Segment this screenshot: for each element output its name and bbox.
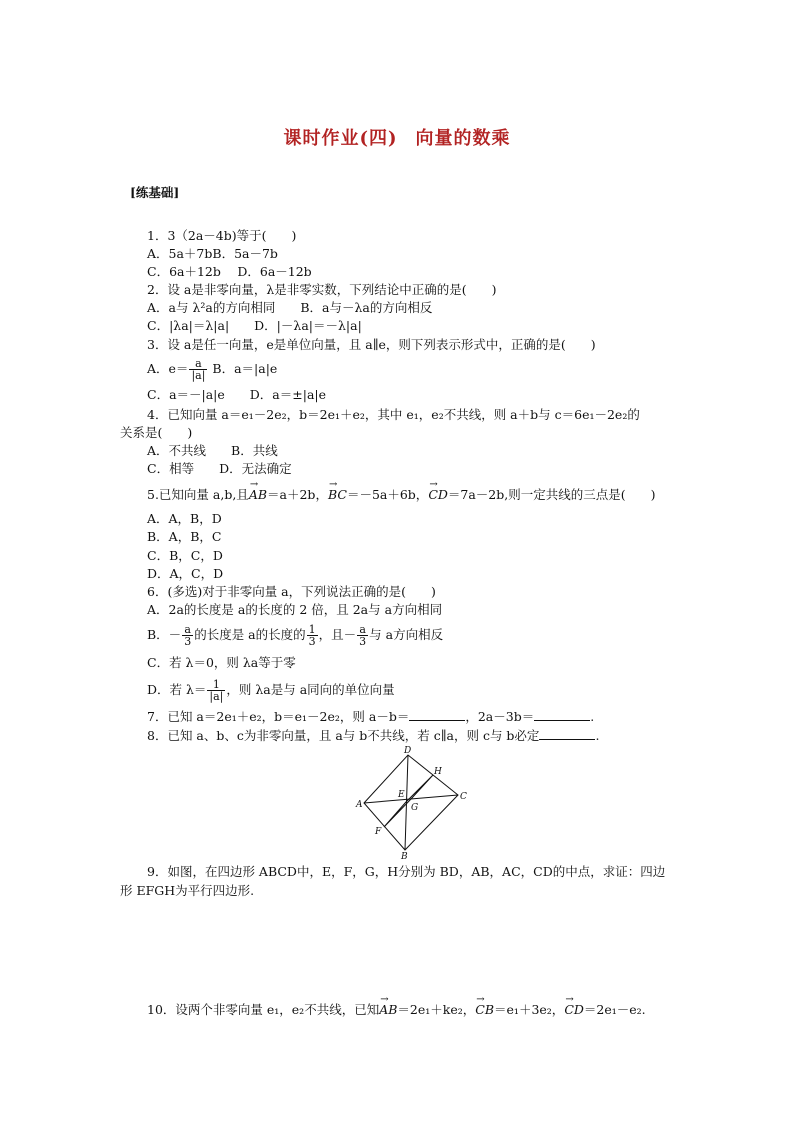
q9-line2: 形 EFGH为平行四边形. — [120, 883, 255, 898]
q8-blank[interactable] — [539, 727, 595, 740]
q3-options-cd: C．a＝－|a|e D．a＝±|a|e — [147, 387, 327, 402]
q4-stem: 4．已知向量 a＝e₁－2e₂，b＝2e₁＋e₂，其中 e₁，e₂不共线，则 a＋b与 c＝6e₁－2e₂的 — [147, 407, 640, 422]
label-D: D — [404, 746, 412, 756]
q5-option-d: D．A，C，D — [147, 566, 224, 581]
q10: 10．设两个非零向量 e₁，e₂不共线，已知→ AB＝2e₁＋ke₂，→ CB＝e₁＋3e₂，→ CD＝2e₁－e₂. — [147, 1002, 646, 1018]
section-heading: [练基础] — [130, 185, 180, 200]
q6-option-c: C．若 λ＝0，则 λa等于零 — [147, 655, 296, 670]
q4-options-ab: A．不共线 B．共线 — [147, 443, 278, 458]
page-title: 课时作业(四) 向量的数乘 — [283, 128, 511, 149]
q2-options-ab: A．a与 λ²a的方向相同 B．a与－λa的方向相反 — [147, 300, 433, 315]
q6-option-b: B．－ $\frac{a}{3}$ 的长度是 a的长度的 $\frac{1}{3}$ ，且－ $\frac{a}{3}$ 与 a方向相反 — [147, 623, 444, 648]
q6-option-a: A．2a的长度是 a的长度的 2 倍，且 2a与 a方向相同 — [147, 602, 443, 617]
q2-options-cd: C．|λa|＝λ|a| D．|－λa|＝－λ|a| — [147, 318, 362, 333]
q9-line1: 9．如图，在四边形 ABCD中，E，F，G，H分别为 BD，AB，AC，CD的中点，求证：四边 — [147, 864, 666, 879]
label-H: H — [434, 767, 442, 777]
q7-blank-2[interactable] — [534, 708, 590, 721]
q7-blank-1[interactable] — [409, 708, 465, 721]
quadrilateral-figure — [355, 745, 475, 860]
q3-options-ab: A．e＝ $\frac{a}{|a|}$ B．a＝|a|e — [147, 357, 278, 382]
q7: 7．已知 a＝2e₁＋e₂，b＝e₁－2e₂，则 a－b＝ ，2a－3b＝ . — [147, 709, 595, 724]
q5-option-c: C．B，C，D — [147, 548, 223, 563]
q3-stem: 3．设 a是任一向量，e是单位向量，且 a∥e，则下列表示形式中，正确的是( ) — [147, 337, 596, 352]
q6-stem: 6．(多选)对于非零向量 a，下列说法正确的是( ) — [147, 584, 436, 599]
q4-stem-cont: 关系是( ) — [120, 425, 193, 440]
label-C: C — [460, 792, 467, 802]
q2-stem: 2．设 a是非零向量，λ是非零实数，下列结论中正确的是( ) — [147, 282, 497, 297]
q5-option-b: B．A，B，C — [147, 529, 222, 544]
q1-stem: 1．3（2a－4b)等于( ) — [147, 228, 297, 243]
label-E: E — [398, 790, 405, 800]
q1-options-ab: A．5a＋7bB．5a－7b — [147, 246, 278, 261]
q4-options-cd: C．相等 D．无法确定 — [147, 461, 292, 476]
label-F: F — [375, 827, 382, 837]
q5-option-a: A．A，B，D — [147, 511, 222, 526]
q8: 8．已知 a、b、c为非零向量，且 a与 b不共线，若 c∥a，则 c与 b必定 . — [147, 728, 600, 743]
label-A: A — [356, 800, 363, 810]
q5-stem: 5.已知向量 a,b,且→ AB＝a＋2b，→ BC＝－5a＋6b，→ CD＝7a－2b,则一定共线的三点是( ) — [147, 487, 656, 503]
q1-options-cd: C．6a＋12b D．6a－12b — [147, 264, 312, 279]
label-G: G — [411, 803, 419, 813]
q6-option-d: D．若 λ＝ $\frac{1}{|a|}$ ，则 λa是与 a同向的单位向量 — [147, 678, 395, 703]
label-B: B — [401, 852, 408, 860]
